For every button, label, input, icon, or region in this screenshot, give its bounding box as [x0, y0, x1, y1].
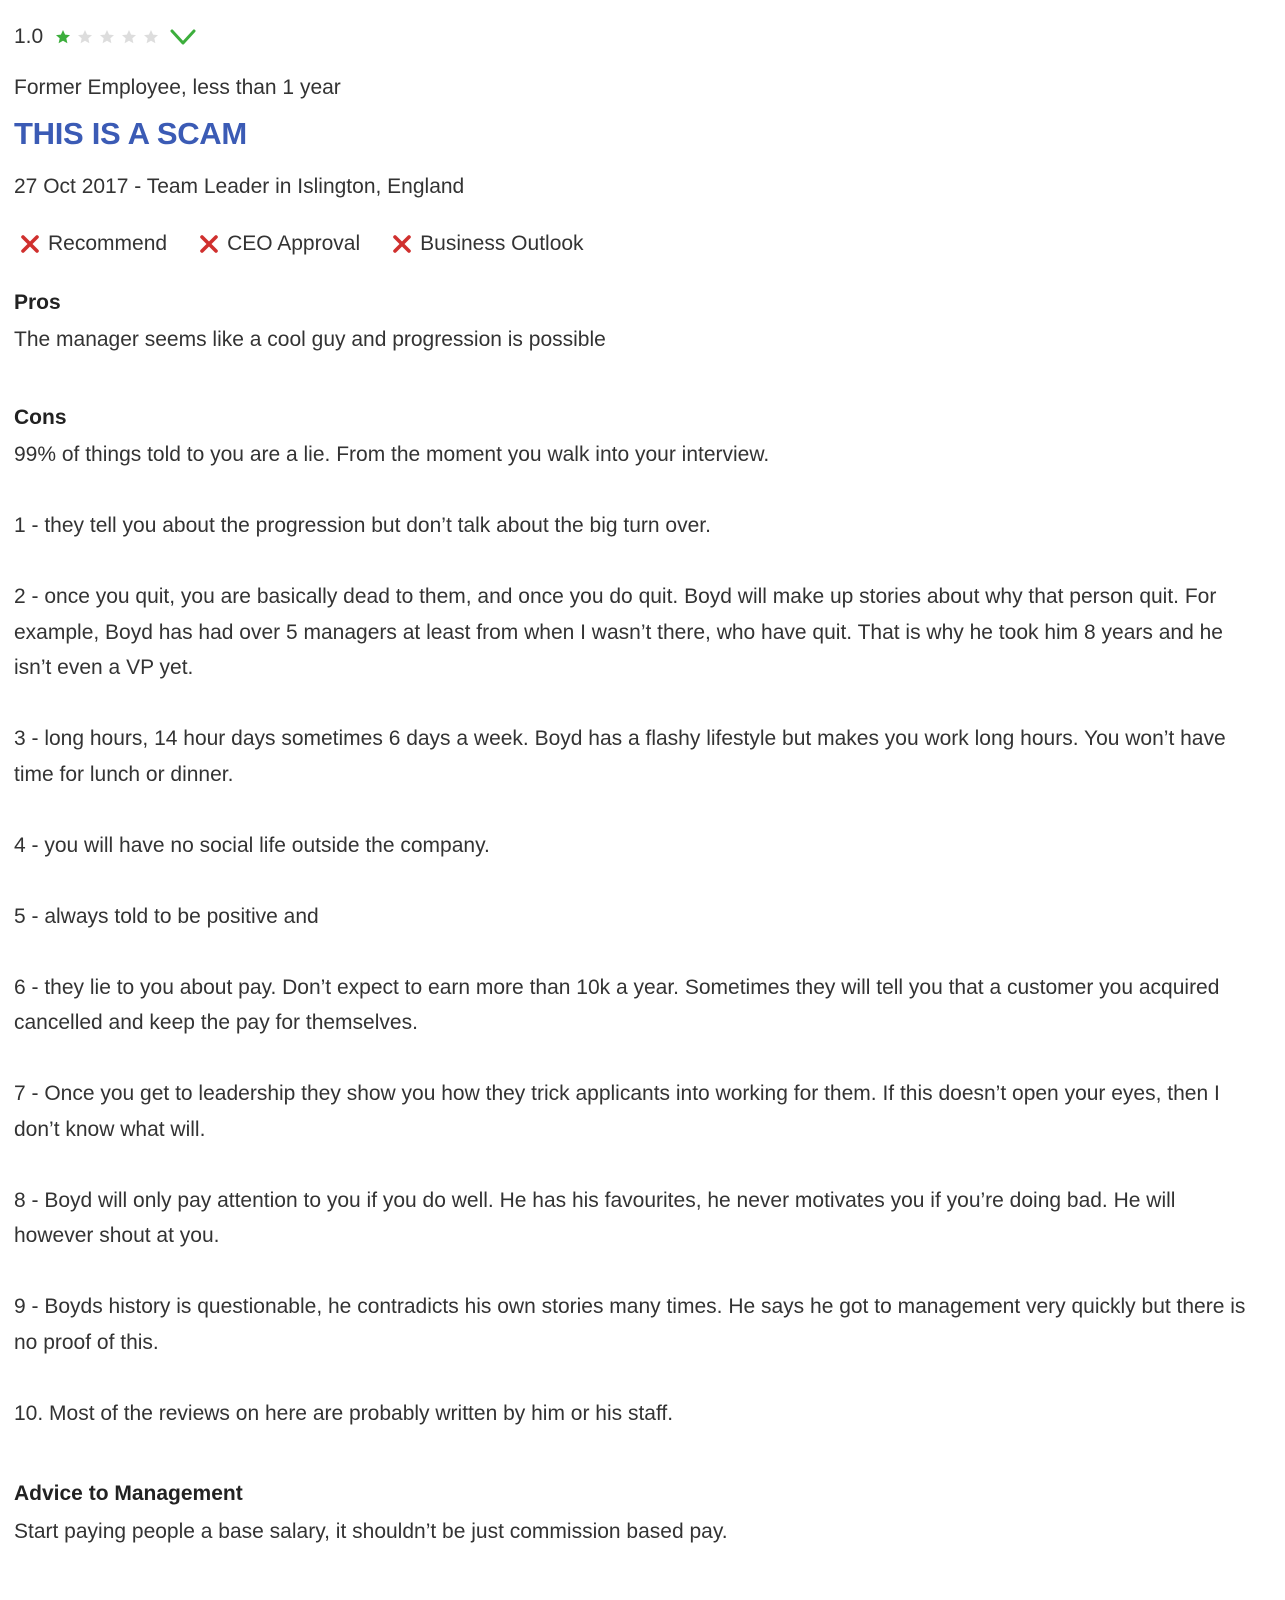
flag-business-outlook [392, 232, 583, 256]
cons-paragraph: 8 - Boyd will only pay attention to you if you do well. He has his favourites, he never motivates you if you’re doing bad. He will however shout at you. [14, 1188, 1176, 1247]
advice-heading: Advice to Management [14, 1482, 243, 1505]
cons-paragraph: 3 - long hours, 14 hour days sometimes 6 days a week. Boyd has a flashy lifestyle but makes you work long hours. You won’t have time for lunch or dinner. [14, 727, 1226, 786]
chevron-down-icon[interactable] [169, 26, 197, 48]
cons-paragraph: 2 - once you quit, you are basically dead to them, and once you do quit. Boyd will make up stories about why that person quit. For example, Boyd has had over 5 managers at least from when I wasn’t there, who have quit. That is why he took him 8 years and he isn’t even a VP yet. [14, 585, 1223, 679]
star-shape [99, 29, 115, 45]
advice-text: Start paying people a base salary, it shouldn’t be just commission based pay. [14, 1520, 728, 1543]
flag-ceo-approval [199, 232, 360, 256]
cons-paragraph: 10. Most of the reviews on here are probably written by him or his staff. [14, 1401, 674, 1425]
rating-flags [20, 232, 616, 256]
cons-paragraph: 9 - Boyds history is questionable, he contradicts his own stories many times. He says he got to management very quickly but there is no proof of this. [14, 1295, 1246, 1354]
employee-status: Former Employee, less than 1 year [14, 76, 341, 99]
flag-label: Recommend [48, 232, 168, 255]
cons-paragraph: 5 - always told to be positive and [14, 904, 319, 928]
flag-label: CEO Approval [227, 232, 361, 255]
cons-paragraph: 1 - they tell you about the progression but don’t talk about the big turn over. [14, 514, 711, 537]
chevron-down-svg [169, 26, 197, 48]
cons-paragraph: 7 - Once you get to leadership they show you how they trick applicants into working for them. If this doesn’t open your eyes, then I don’t know what will. [14, 1082, 1220, 1141]
x-shape [392, 234, 412, 254]
cons-heading: Cons [14, 406, 67, 429]
rating-value: 1.0 [14, 25, 44, 48]
flag-recommend [20, 232, 167, 256]
review-title[interactable]: THIS IS A SCAM [14, 116, 247, 151]
star-icon [77, 29, 93, 45]
star-shape [143, 29, 159, 45]
pros-heading: Pros [14, 291, 61, 314]
x-shape [20, 234, 40, 254]
star-shape [55, 29, 71, 45]
cons-text [14, 437, 1259, 1467]
star-shape [77, 29, 93, 45]
star-icon [55, 29, 71, 45]
star-icon [143, 29, 159, 45]
star-icon [121, 29, 137, 45]
star-icon [99, 29, 115, 45]
review-meta: 27 Oct 2017 - Team Leader in Islington, England [14, 175, 465, 198]
star-rating [55, 29, 165, 45]
cons-paragraph: 99% of things told to you are a lie. From the moment you walk into your interview. [14, 443, 770, 466]
x-shape [199, 234, 219, 254]
cons-paragraph: 6 - they lie to you about pay. Don’t expect to earn more than 10k a year. Sometimes they will tell you that a customer you acquired cancelled and keep the pay for themselves. [14, 975, 1220, 1034]
x-icon [199, 234, 219, 254]
x-icon [392, 234, 412, 254]
flag-label: Business Outlook [420, 232, 584, 255]
x-icon [20, 234, 40, 254]
pros-text: The manager seems like a cool guy and progression is possible [14, 328, 606, 351]
cons-paragraph: 4 - you will have no social life outside the company. [14, 833, 490, 857]
star-shape [121, 29, 137, 45]
rating-row [14, 22, 197, 52]
